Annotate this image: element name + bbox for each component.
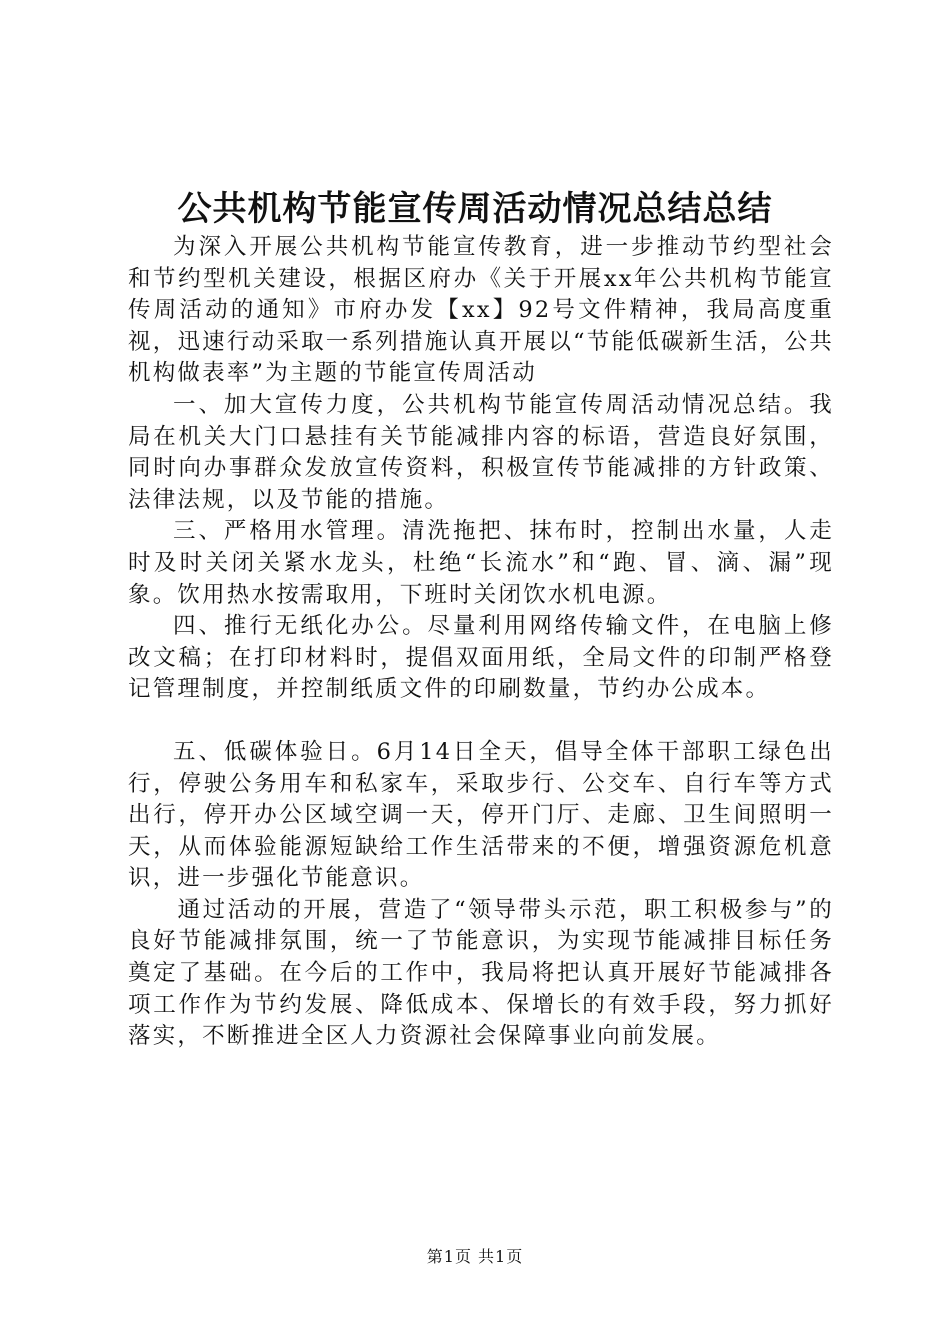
document-title: 公共机构节能宣传周活动情况总结总结: [177, 189, 773, 229]
paragraph-conclusion: 通过活动的开展，营造了“领导带头示范，职工积极参与”的良好节能减排氛围，统一了节能意识，为实现节能减排目标任务奠定了基础。在今后的工作中，我局将把认真开展好节能减排各项工作作为节约发展、降低成本、保增长的有效手段，努力抓好落实，不断推进全区人力资源社会保障事业向前发展。: [128, 896, 834, 1050]
paragraph-intro: 为深入开展公共机构节能宣传教育，进一步推动节约型社会和节约型机关建设，根据区府办《关于开展xx年公共机构节能宣传周活动的通知》市府办发【xx】92号文件精神，我局高度重视，迅速行动采取一系列措施认真开展以“节能低碳新生活，公共机构做表率”为主题的节能宣传周活动: [128, 234, 834, 387]
document-body: [128, 232, 834, 1053]
paragraph-water-management: 三、严格用水管理。清洗拖把、抹布时，控制出水量，人走时及时关闭关紧水龙头，杜绝“长流水”和“跑、冒、滴、漏”现象。饮用热水按需取用，下班时关闭饮水机电源。: [128, 518, 834, 608]
page-footer: 第1页 共1页: [426, 1247, 524, 1266]
paragraph-publicity: 一、加大宣传力度，公共机构节能宣传周活动情况总结。我局在机关大门口悬挂有关节能减排内容的标语，营造良好氛围，同时向办事群众发放宣传资料，积极宣传节能减排的方针政策、法律法规，以及节能的措施。: [128, 391, 834, 513]
paragraph-paperless-office: 四、推行无纸化办公。尽量利用网络传输文件，在电脑上修改文稿；在打印材料时，提倡双面用纸，全局文件的印制严格登记管理制度，并控制纸质文件的印刷数量，节约办公成本。: [128, 613, 834, 703]
paragraph-low-carbon-day: 五、低碳体验日。6月14日全天，倡导全体干部职工绿色出行，停驶公务用车和私家车，采取步行、公交车、自行车等方式出行，停开办公区域空调一天，停开门厅、走廊、卫生间照明一天，从而体验能源短缺给工作生活带来的不便，增强资源危机意识，进一步强化节能意识。: [128, 738, 834, 892]
